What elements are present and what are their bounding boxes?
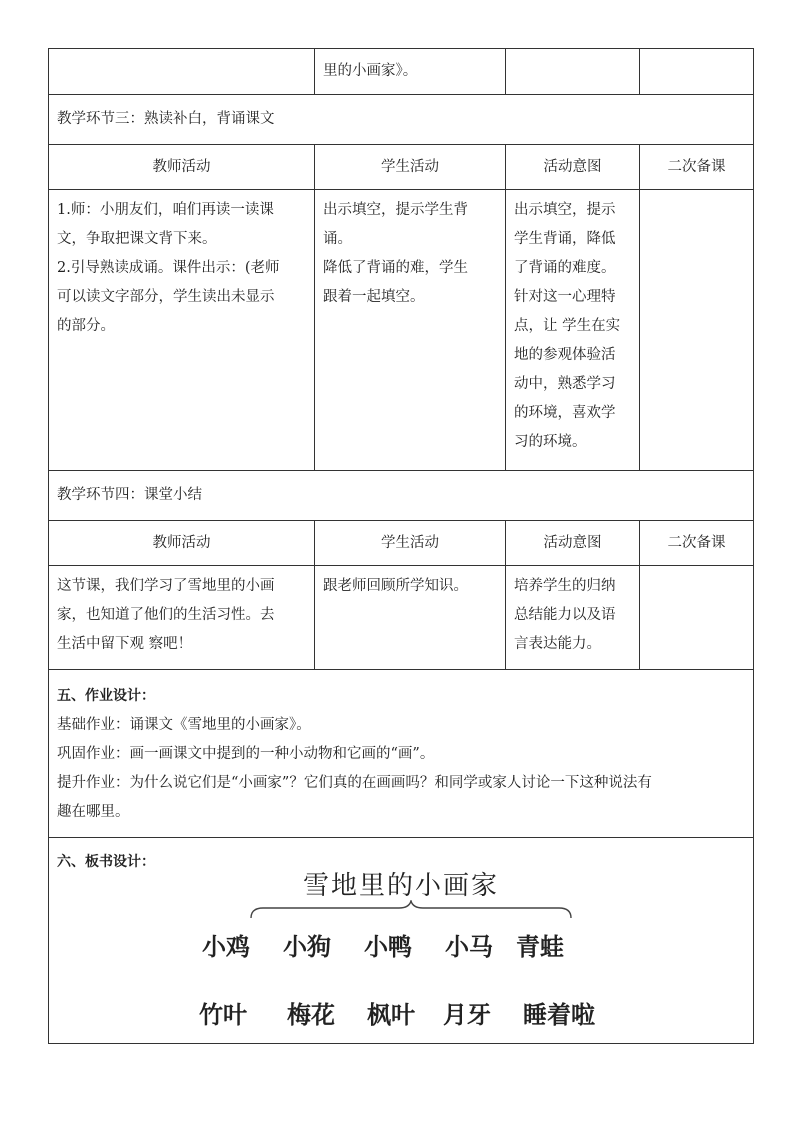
animal-word: 小鸡: [202, 932, 250, 961]
cell-empty: [640, 49, 754, 95]
section3-header-row: [49, 145, 754, 190]
text-line: 文，争取把课文背下来。: [57, 231, 217, 247]
section4-intent-cell: [506, 566, 640, 670]
text-line: 跟老师回顾所学知识。: [323, 578, 468, 594]
homework-advanced: 提升作业：为什么说它们是“小画家”？它们真的在画画吗？和同学或家人讨论一下这种说法有: [57, 775, 652, 791]
text-line: 可以读文字部分，学生读出未显示: [57, 289, 275, 305]
header-second-prep: 二次备课: [640, 145, 754, 190]
header-student: 学生活动: [315, 521, 506, 566]
text-line: 1.师：小朋友们，咱们再读一读课: [57, 202, 274, 218]
animal-word: 小狗: [283, 932, 331, 961]
section3-teacher-cell: [49, 190, 315, 471]
section4-header-row: [49, 521, 754, 566]
board-design: [49, 838, 753, 1043]
board-cell: [49, 838, 754, 1044]
section3-title-row: [49, 95, 754, 145]
brace-icon: [249, 900, 574, 920]
drawing-word: 月牙: [443, 1000, 491, 1029]
board-title: 六、板书设计：: [57, 854, 155, 870]
text-line: 的环境，喜欢学: [514, 405, 616, 421]
header-student: 学生活动: [315, 145, 506, 190]
animal-word: 青蛙: [516, 932, 564, 961]
text-line: 学生背诵，降低: [514, 231, 616, 247]
text-line: 了背诵的难度。: [514, 260, 616, 276]
section3-title: 教学环节三：熟读补白，背诵课文: [49, 95, 754, 145]
homework-advanced-cont: 趣在哪里。: [57, 804, 130, 820]
header-intent: 活动意图: [506, 521, 640, 566]
section4-title: 教学环节四：课堂小结: [49, 471, 754, 521]
section3-student-cell: [315, 190, 506, 471]
header-teacher: 教师活动: [49, 521, 315, 566]
section3-second-prep-cell: [640, 190, 754, 471]
header-second-prep: 二次备课: [640, 521, 754, 566]
continuation-label: 里的小画家》。: [323, 63, 418, 79]
text-line: 家，也知道了他们的生活习性。去: [57, 607, 275, 623]
header-intent: 活动意图: [506, 145, 640, 190]
animals-row: [49, 932, 754, 964]
lesson-plan-table: [48, 48, 754, 1044]
drawing-word: 睡着啦: [523, 1000, 595, 1029]
section4-title-row: [49, 471, 754, 521]
section4-second-prep-cell: [640, 566, 754, 670]
drawing-word: 竹叶: [199, 1000, 247, 1029]
lesson-plan-page: [48, 48, 753, 1044]
text-line: 动中，熟悉学习: [514, 376, 616, 392]
text-line: 诵。: [323, 231, 352, 247]
text-line: 跟着一起填空。: [323, 289, 425, 305]
animal-word: 小马: [445, 932, 493, 961]
text-line: 生活中留下观 察吧！: [57, 636, 193, 652]
homework-consolidate: 巩固作业：画一画课文中提到的一种小动物和它画的“画”。: [57, 746, 435, 762]
homework-row: [49, 670, 754, 838]
text-line: 点，让 学生在实: [514, 318, 621, 334]
text-line: 言表达能力。: [514, 636, 601, 652]
board-heading: 雪地里的小画家: [302, 871, 499, 901]
text-line: 习的环境。: [514, 434, 587, 450]
continuation-text: [315, 49, 506, 95]
section3-intent-cell: [506, 190, 640, 471]
text-line: 总结能力以及语: [514, 607, 616, 623]
homework-basic: 基础作业：诵课文《雪地里的小画家》。: [57, 717, 311, 733]
section4-content-row: [49, 566, 754, 670]
animal-word: 小鸭: [364, 932, 412, 961]
continuation-row: [49, 49, 754, 95]
cell-empty: [49, 49, 315, 95]
header-teacher: 教师活动: [49, 145, 315, 190]
board-row: [49, 838, 754, 1044]
section3-content-row: [49, 190, 754, 471]
drawings-row: [49, 1000, 754, 1032]
text-line: 降低了背诵的难，学生: [323, 260, 468, 276]
text-line: 出示填空，提示学生背: [323, 202, 468, 218]
text-line: 地的参观体验活: [514, 347, 616, 363]
text-line: 培养学生的归纳: [514, 578, 616, 594]
text-line: 针对这一心理特: [514, 289, 616, 305]
text-line: 2.引导熟读成诵。课件出示：(老师: [57, 260, 280, 276]
text-line: 这节课，我们学习了雪地里的小画: [57, 578, 275, 594]
homework-title: 五、作业设计：: [57, 688, 155, 704]
section4-student-cell: [315, 566, 506, 670]
drawing-word: 枫叶: [367, 1000, 415, 1029]
homework-cell: [49, 670, 754, 838]
drawing-word: 梅花: [287, 1000, 335, 1029]
text-line: 的部分。: [57, 318, 115, 334]
text-line: 出示填空，提示: [514, 202, 616, 218]
section4-teacher-cell: [49, 566, 315, 670]
cell-empty: [506, 49, 640, 95]
